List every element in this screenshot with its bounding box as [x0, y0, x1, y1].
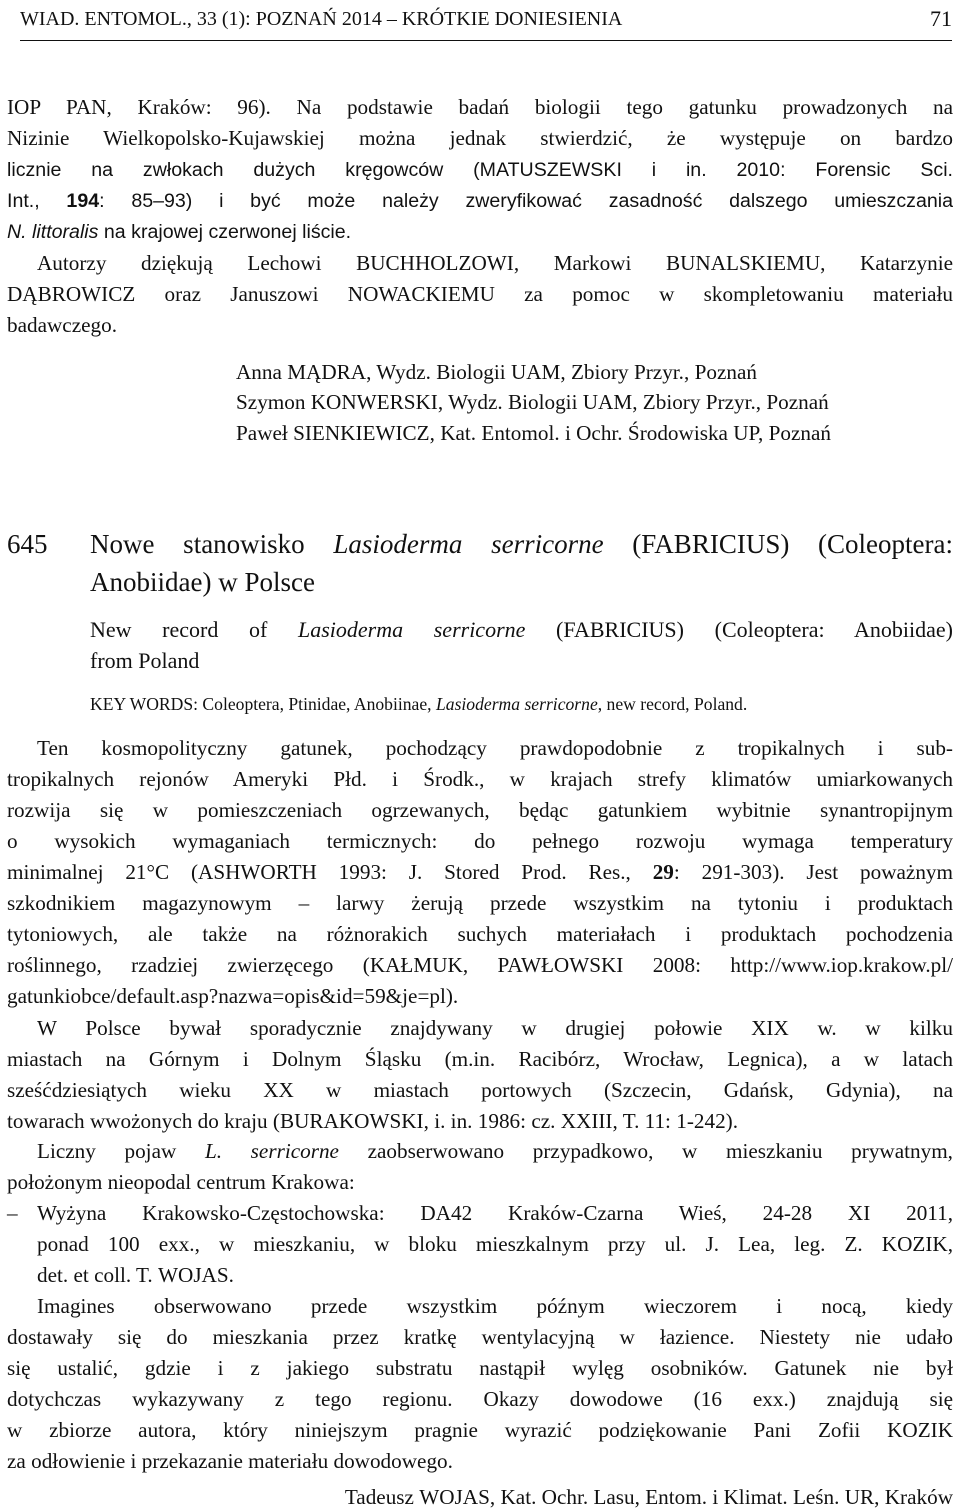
author-name: ASHWORTH — [198, 860, 317, 884]
body-paragraph-2 — [7, 1013, 953, 1044]
text-segment: ( — [525, 617, 564, 642]
text-line — [7, 154, 953, 185]
text-segment: , — [462, 953, 498, 977]
text-segment: ) (Coleoptera: Anobiidae) — [676, 617, 953, 642]
text-segment: , new record, Poland. — [597, 694, 748, 714]
text-line: Wyżyna Krakowsko-Częstochowska: DA42 Kraków-Czarna Wieś, 24-28 XI 2011, — [37, 1201, 953, 1225]
text-line: sześćdziesiątych wieku XX w miastach portowych (Szczecin, Gdańsk, Gdynia), na — [7, 1078, 953, 1102]
species-name: L. serricorne — [204, 1139, 339, 1163]
author-surname: SIENKIEWICZ — [293, 421, 430, 445]
text-line — [7, 857, 953, 888]
text-line: szkodnikiem magazynowym – larwy żerują przede wszystkim na tytoniu i produktach — [7, 891, 953, 915]
body-paragraph-4 — [7, 1291, 953, 1322]
text-segment: Autorzy dziękują Lechowi — [37, 251, 357, 275]
collector-surname: KOZIK — [881, 1232, 948, 1256]
volume-number: 194 — [66, 190, 100, 212]
text-segment: Nowe stanowisko — [90, 529, 334, 559]
author-surname: MĄDRA — [287, 360, 367, 384]
text-segment: : 85–93) i być może należy zweryfikować zasadność dalszego umieszczania — [99, 190, 953, 212]
species-name: N. littoralis — [7, 221, 99, 243]
title-line: Anobiidae) w Polsce — [90, 567, 315, 597]
body-paragraph-4-continued — [7, 1322, 953, 1477]
author-signature — [236, 387, 829, 417]
text-segment: ( — [603, 529, 642, 559]
author-name: KAŁMUK — [369, 953, 463, 977]
text-line: tropikalnych rejonów Ameryki Płd. i Środk., w krajach strefy klimatów umiarkowanych — [7, 767, 953, 791]
text-segment: za pomoc w skompletowaniu materiału — [494, 282, 953, 306]
running-header — [20, 2, 960, 36]
text-segment: Int., — [7, 190, 67, 212]
author-signature — [203, 1483, 953, 1511]
text-segment: : 291-303). Jest poważnym — [673, 860, 953, 884]
text-segment: , — [947, 1232, 953, 1256]
author-affiliation: , Kat. Ochr. Lasu, Entom. i Klimat. Leśn. UR, Kraków — [489, 1485, 953, 1509]
author-name: PAWŁOWSKI — [497, 953, 624, 977]
person-surname: NOWACKIEMU — [347, 282, 495, 306]
body-paragraph-3-continued — [7, 1167, 953, 1198]
note-number: 645 — [7, 529, 48, 559]
text-line — [37, 1260, 953, 1291]
text-line — [37, 1136, 953, 1167]
text-line — [7, 216, 953, 247]
body-paragraph-1 — [7, 733, 953, 764]
text-segment: ponad 100 exx., w mieszkaniu, w bloku mieszkalnym przy ul. J. Lea, leg. Z. — [37, 1232, 882, 1256]
record-body — [37, 1198, 953, 1291]
text-line — [7, 185, 953, 216]
text-segment: Coleoptera, Ptinidae, Anobiinae, — [198, 694, 436, 714]
title-line: from Poland — [90, 648, 200, 673]
text-line: miastach na Górnym i Dolnym Śląsku (m.in. Racibórz, Wrocław, Legnica), a w latach — [7, 1047, 953, 1071]
body-paragraph-1-continued — [7, 764, 953, 1012]
text-segment: det. et coll. T. — [37, 1263, 159, 1287]
text-line — [37, 1229, 953, 1260]
english-title — [90, 614, 953, 676]
text-segment: zaobserwowano przypadkowo, w mieszkaniu prywatnym, — [338, 1139, 953, 1163]
text-segment: ) (Coleoptera: — [780, 529, 953, 559]
text-line: Ten kosmopolityczny gatunek, pochodzący prawdopodobnie z tropikalnych i sub- — [37, 736, 953, 760]
text-line: się ustalić, gdzie i z jakiego substratu nastąpił wylęg osobników. Gatunek nie był — [7, 1356, 953, 1380]
text-segment: roślinnego, rzadziej zwierzęcego ( — [7, 953, 370, 977]
text-segment: oraz Januszowi — [135, 282, 348, 306]
author-affiliation: , Kat. Entomol. i Ochr. Środowiska UP, Poznań — [429, 421, 831, 445]
author-signature — [236, 418, 831, 448]
author-affiliation: , Wydz. Biologii UAM, Zbiory Przyr., Poznań — [366, 360, 757, 384]
author-first-name: Anna — [236, 360, 288, 384]
record-dash: – — [7, 1201, 18, 1225]
text-segment: Liczny pojaw — [37, 1139, 205, 1163]
author-affiliation: , Wydz. Biologii UAM, Zbiory Przyr., Poznań — [437, 390, 829, 414]
text-segment: na krajowej czerwonej liście. — [98, 221, 352, 243]
text-line: gatunkiobce/default.asp?nazwa=opis&id=59&je=pl). — [7, 984, 459, 1008]
author-first-name: Szymon — [236, 390, 311, 414]
text-line — [7, 279, 953, 310]
text-segment: i in. 2010: Forensic Sci. — [621, 159, 953, 181]
volume-number: 29 — [652, 860, 674, 884]
keywords-label: KEY WORDS: — [90, 694, 199, 714]
previous-note-paragraph-1 — [7, 92, 953, 247]
person-surname: BUCHHOLZOWI — [356, 251, 514, 275]
text-segment: , i. in. 1986: cz. XXIII, T. 11: 1-242). — [423, 1109, 739, 1133]
author-first-name: Paweł — [236, 421, 294, 445]
taxon-author: FABRICIUS — [641, 529, 781, 559]
journal-citation: WIAD. ENTOMOL., 33 (1): POZNAŃ 2014 – KRÓTKIE DONIESIENIA — [20, 8, 623, 30]
keywords — [90, 690, 953, 718]
text-line: Imagines obserwowano przede wszystkim późnym wieczorem i nocą, kiedy — [37, 1294, 953, 1318]
header-rule — [20, 40, 952, 41]
text-segment: minimalnej 21°C ( — [7, 860, 199, 884]
species-name: Lasioderma serricorne — [297, 617, 526, 642]
text-line: dotychczas wykazywany z tego regionu. Okazy dowodowe (16 exx.) znajdują się — [7, 1387, 953, 1411]
person-surname: BUNALSKIEMU — [665, 251, 821, 275]
text-segment: , Katarzynie — [820, 251, 953, 275]
text-line: rozwija się w pomieszczeniach ogrzewanych, będąc gatunkiem wybitnie synantropijnym — [7, 798, 953, 822]
author-name: BURAKOWSKI — [280, 1109, 424, 1133]
text-segment: w zbiorze autora, który niniejszym pragnie wyrazić podziękowanie Pani Zofii — [7, 1418, 888, 1442]
text-segment: . — [228, 1263, 234, 1287]
text-segment: , Markowi — [513, 251, 666, 275]
body-paragraph-3 — [7, 1136, 953, 1167]
text-line — [7, 1415, 953, 1446]
text-line — [37, 248, 953, 279]
text-segment: 1993: J. Stored Prod. Res., — [316, 860, 653, 884]
text-line: IOP PAN, Kraków: 96). Na podstawie badań biologii tego gatunku prowadzonych na — [7, 95, 953, 119]
author-first-name: Tadeusz — [344, 1485, 420, 1509]
text-segment: licznie na zwłokach dużych kręgowców ( — [7, 159, 480, 181]
species-name: Lasioderma serricorne — [435, 694, 598, 714]
author-surname: KONWERSKI — [310, 390, 438, 414]
text-line — [7, 950, 953, 981]
text-line: Nizinie Wielkopolsko-Kujawskiej można jednak stwierdzić, że występuje on bardzo — [7, 126, 953, 150]
text-line: za odłowienie i przekazanie materiału dowodowego. — [7, 1449, 453, 1473]
text-line: o wysokich wymaganiach termicznych: do pełnego rozwoju wymaga temperatury — [7, 829, 953, 853]
text-line — [7, 1106, 953, 1137]
taxon-author: FABRICIUS — [563, 617, 677, 642]
body-paragraph-2-continued — [7, 1044, 953, 1137]
text-line: dostawały się do mieszkania przez kratkę wentylacyjną w łazience. Niestety nie udało — [7, 1325, 953, 1349]
page-number: 71 — [930, 6, 952, 31]
text-segment: towarach wwożonych do kraju ( — [7, 1109, 280, 1133]
person-surname: KOZIK — [887, 1418, 953, 1442]
text-line: tytoniowych, ale także na różnorakich suchych materiałach i produktach pochodzenia — [7, 922, 953, 946]
text-segment: New record of — [90, 617, 298, 642]
author-surname: WOJAS — [419, 1485, 490, 1509]
text-line: badawczego. — [7, 313, 117, 337]
species-name: Lasioderma serricorne — [333, 529, 604, 559]
collector-surname: WOJAS — [158, 1263, 229, 1287]
person-surname: DĄBROWICZ — [7, 282, 136, 306]
acknowledgements-continued — [7, 279, 953, 341]
text-segment: 2008: http://www.iop.krakow.pl/ — [623, 953, 953, 977]
author-signature — [236, 357, 757, 387]
author-name: MATUSZEWSKI — [479, 159, 622, 181]
acknowledgements-paragraph — [7, 248, 953, 279]
title-line — [90, 614, 953, 645]
text-line: położonym nieopodal centrum Krakowa: — [7, 1170, 355, 1194]
text-line: W Polsce bywał sporadycznie znajdywany w drugiej połowie XIX w. w kilku — [37, 1016, 953, 1040]
title-line — [90, 527, 953, 562]
